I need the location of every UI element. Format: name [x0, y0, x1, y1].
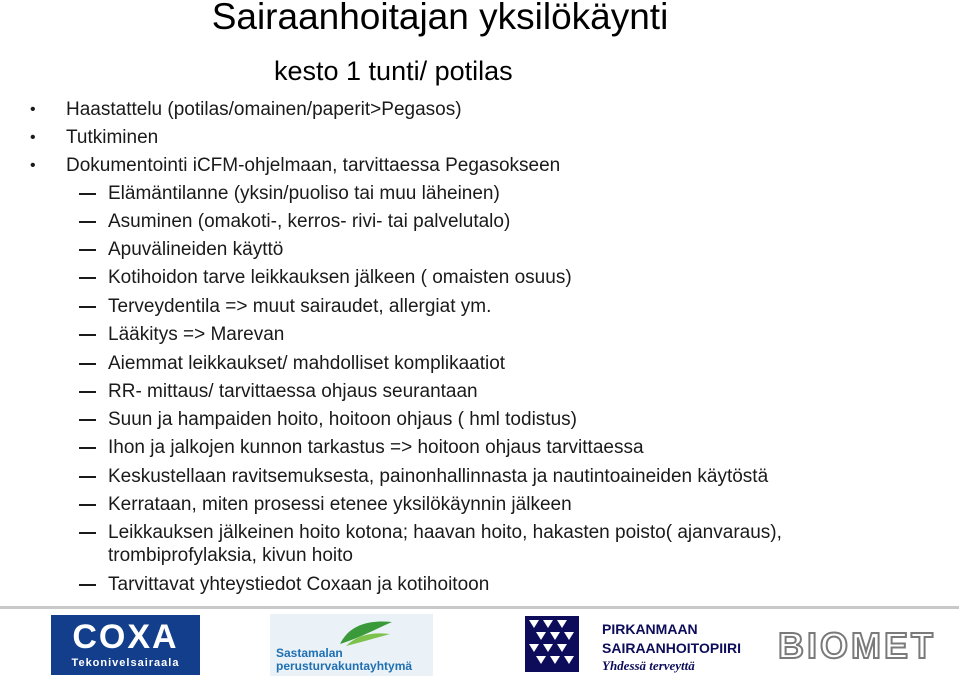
- list-item-text: Asuminen (omakoti-, kerros- rivi- tai palvelutalo): [108, 211, 511, 232]
- dash-marker: [79, 504, 96, 506]
- list-item-text: Keskustellaan ravitsemuksesta, painonhallinnasta ja nautintoaineiden käytöstä: [108, 466, 769, 487]
- coxa-logo-wordmark: COXA: [72, 618, 179, 656]
- slide-title: Sairaanhoitajan yksilökäynti: [211, 0, 669, 37]
- pshp-logo: [525, 616, 755, 676]
- list-item-text: Terveydentila => muut sairaudet, allergiat ym.: [108, 296, 492, 317]
- coxa-logo: [51, 615, 200, 675]
- sastamala-logo-text: Sastamalan perusturvakuntayhtymä: [276, 646, 413, 673]
- list-item-text: Apuvälineiden käyttö: [108, 239, 284, 260]
- list-item-text: Lääkitys => Marevan: [108, 324, 285, 345]
- pshp-emblem-icon: [525, 616, 579, 672]
- dash-marker: [79, 419, 96, 421]
- list-item-text: Ihon ja jalkojen kunnon tarkastus => hoitoon ohjaus tarvittaessa: [108, 437, 644, 458]
- list-item-text: Tutkiminen: [66, 127, 159, 148]
- coxa-logo-tagline: Tekonivelsairaala: [71, 657, 180, 669]
- dash-marker: [79, 584, 96, 586]
- biomet-logo: [778, 625, 938, 666]
- list-item-text: Leikkauksen jälkeinen hoito kotona; haavan hoito, hakasten poisto( ajanvaraus), trombiprofylaksia, kivun hoito: [108, 522, 782, 566]
- sastamala-logo: [270, 614, 433, 676]
- bullet-marker: •: [30, 129, 36, 146]
- dash-marker: [79, 249, 96, 251]
- dash-marker: [79, 532, 96, 534]
- dash-marker: [79, 447, 96, 449]
- list-item-text: Kotihoidon tarve leikkauksen jälkeen ( omaisten osuus): [108, 267, 572, 288]
- biomet-logo-wordmark: BIOMET: [778, 625, 936, 666]
- bullet-marker: •: [30, 157, 36, 174]
- footer-divider: [0, 606, 959, 609]
- list-item-text: Tarvittavat yhteystiedot Coxaan ja kotihoitoon: [108, 574, 490, 595]
- list-item-text: Haastattelu (potilas/omainen/paperit>Pegasos): [66, 99, 462, 120]
- dash-marker: [79, 476, 96, 478]
- dash-marker: [79, 277, 96, 279]
- bullet-marker: •: [30, 101, 36, 118]
- list-item-text: Dokumentointi iCFM-ohjelmaan, tarvittaessa Pegasokseen: [66, 155, 561, 176]
- leaf-icon: [330, 618, 400, 648]
- list-item-text: Aiemmat leikkaukset/ mahdolliset komplikaatiot: [108, 353, 506, 374]
- slide-subtitle: kesto 1 tunti/ potilas: [274, 56, 513, 86]
- dash-marker: [79, 363, 96, 365]
- list-item-text: Elämäntilanne (yksin/puoliso tai muu läheinen): [108, 183, 500, 204]
- pshp-logo-slogan: Yhdessä terveyttä: [602, 658, 695, 673]
- dash-marker: [79, 193, 96, 195]
- dash-marker: [79, 306, 96, 308]
- dash-marker: [79, 334, 96, 336]
- pshp-logo-name: PIRKANMAAN SAIRAANHOITOPIIRI: [602, 621, 741, 656]
- dash-marker: [79, 221, 96, 223]
- list-item-text: Kerrataan, miten prosessi etenee yksilökäynnin jälkeen: [108, 494, 572, 515]
- list-item-text: RR- mittaus/ tarvittaessa ohjaus seurantaan: [108, 381, 478, 402]
- list-item-text: Suun ja hampaiden hoito, hoitoon ohjaus ( hml todistus): [108, 409, 577, 430]
- dash-marker: [79, 391, 96, 393]
